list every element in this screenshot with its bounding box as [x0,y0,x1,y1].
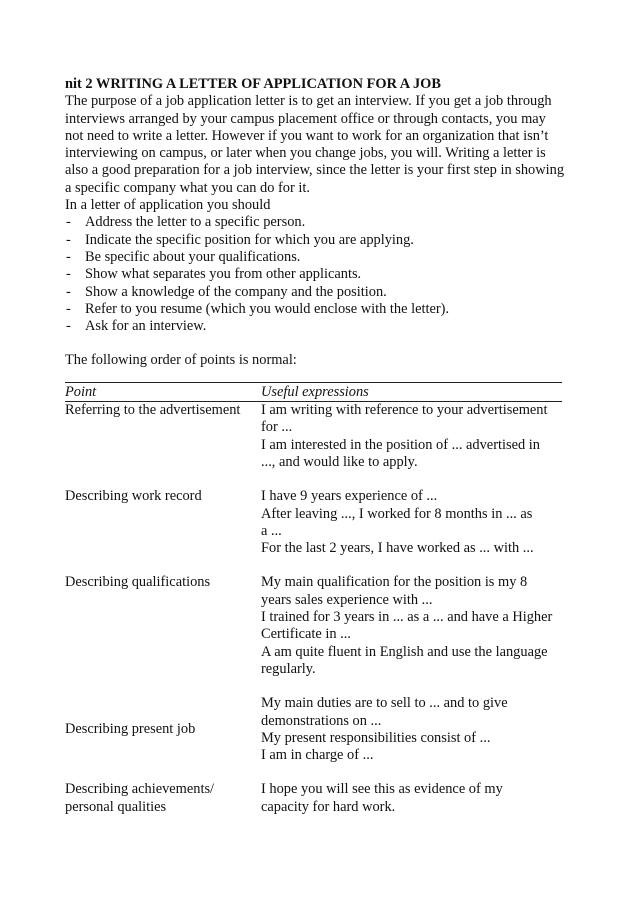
expressions-table-wrap [65,382,562,816]
expressions-cell [261,574,562,678]
list-item-text: Refer to you resume (which you would enclose with the letter). [85,300,450,317]
table-row [65,781,562,816]
row-spacer [65,678,562,695]
table-row [65,488,562,557]
expression-line: I hope you will see this as evidence of my [261,781,503,798]
list-item-text: Show a knowledge of the company and the position. [85,283,387,300]
row-spacer [65,471,562,488]
point-text: Describing work record [65,488,202,505]
expression-line: years sales experience with ... [261,591,433,608]
list-item [65,284,565,301]
expression-line: My main qualification for the position is my 8 [261,574,528,591]
list-item [65,318,565,335]
expression-line: A am quite fluent in English and use the language [261,643,548,660]
intro-line: interviewing on campus, or later when you change jobs, you will. Writing a letter is [65,145,546,162]
table-row [65,574,562,678]
advice-list [65,214,565,335]
dash-bullet: - [66,266,71,283]
point-text: Describing achievements/ [65,781,215,798]
row-spacer-cell [65,678,562,695]
table-row [65,402,562,471]
point-cell [65,402,261,471]
list-item [65,301,565,318]
list-item [65,232,565,249]
list-item [65,214,565,231]
expression-line: capacity for hard work. [261,798,396,815]
row-spacer [65,557,562,574]
expression-line: My present responsibilities consist of ... [261,729,491,746]
intro-line: The purpose of a job application letter is to get an interview. If you get a job through [65,93,552,110]
document-page [65,76,565,816]
expressions-cell [261,695,562,764]
expression-line: demonstrations on ... [261,712,382,729]
expression-line: My main duties are to sell to ... and to give [261,695,508,712]
row-spacer-cell [65,471,562,488]
table-header-row [65,383,562,401]
dash-bullet: - [66,318,71,335]
expression-line: For the last 2 years, I have worked as ... with ... [261,540,534,557]
list-item-text: Show what separates you from other applicants. [85,266,362,283]
expressions-table [65,383,562,816]
expressions-cell [261,781,562,816]
intro-line: interviews arranged by your campus placement office or through contacts, you may [65,110,546,127]
point-cell [65,781,261,816]
point-cell [65,488,261,557]
expressions-cell [261,402,562,471]
dash-bullet: - [66,231,71,248]
intro-paragraph [65,93,565,214]
point-text: personal qualities [65,798,167,815]
header-expressions: Useful expressions [261,383,369,400]
point-text: Describing present job [65,721,196,738]
point-text: Referring to the advertisement [65,402,241,419]
expression-line: I have 9 years experience of ... [261,488,438,505]
intro-line: not need to write a letter. However if you want to work for an organization that isn’t [65,127,549,144]
list-item [65,266,565,283]
expression-line: Certificate in ... [261,626,351,643]
expression-line: After leaving ..., I worked for 8 months in ... as [261,505,533,522]
intro-line: a specific company what you can do for it. [65,179,310,196]
expression-line: I trained for 3 years in ... as a ... and have a Higher [261,609,553,626]
table-row [65,695,562,764]
header-point: Point [65,383,97,400]
row-spacer-cell [65,557,562,574]
dash-bullet: - [66,283,71,300]
row-spacer-cell [65,764,562,781]
expression-line: I am in charge of ... [261,747,374,764]
dash-bullet: - [66,248,71,265]
list-item [65,249,565,266]
expression-line: ..., and would like to apply. [261,453,418,470]
point-text: Describing qualifications [65,574,211,591]
dash-bullet: - [66,214,71,231]
expressions-cell [261,488,562,557]
document-title: nit 2 WRITING A LETTER OF APPLICATION FOR A JOB [65,76,441,92]
expression-line: a ... [261,522,282,539]
list-item-text: Indicate the specific position for which you are applying. [85,231,414,248]
list-item-text: Be specific about your qualifications. [85,248,301,265]
point-cell [65,695,261,764]
list-item-text: Ask for an interview. [85,318,207,335]
expression-line: for ... [261,419,293,436]
point-cell [65,574,261,678]
intro-line: also a good preparation for a job interview, since the letter is your first step in showing [65,162,565,179]
order-intro: The following order of points is normal: [65,352,297,369]
bullets-lead-in: In a letter of application you should [65,197,271,214]
list-item-text: Address the letter to a specific person. [85,214,306,231]
expression-line: I am interested in the position of ... advertised in [261,436,540,453]
expression-line: regularly. [261,660,316,677]
expression-line: I am writing with reference to your advertisement [261,402,548,419]
row-spacer [65,764,562,781]
dash-bullet: - [66,300,71,317]
